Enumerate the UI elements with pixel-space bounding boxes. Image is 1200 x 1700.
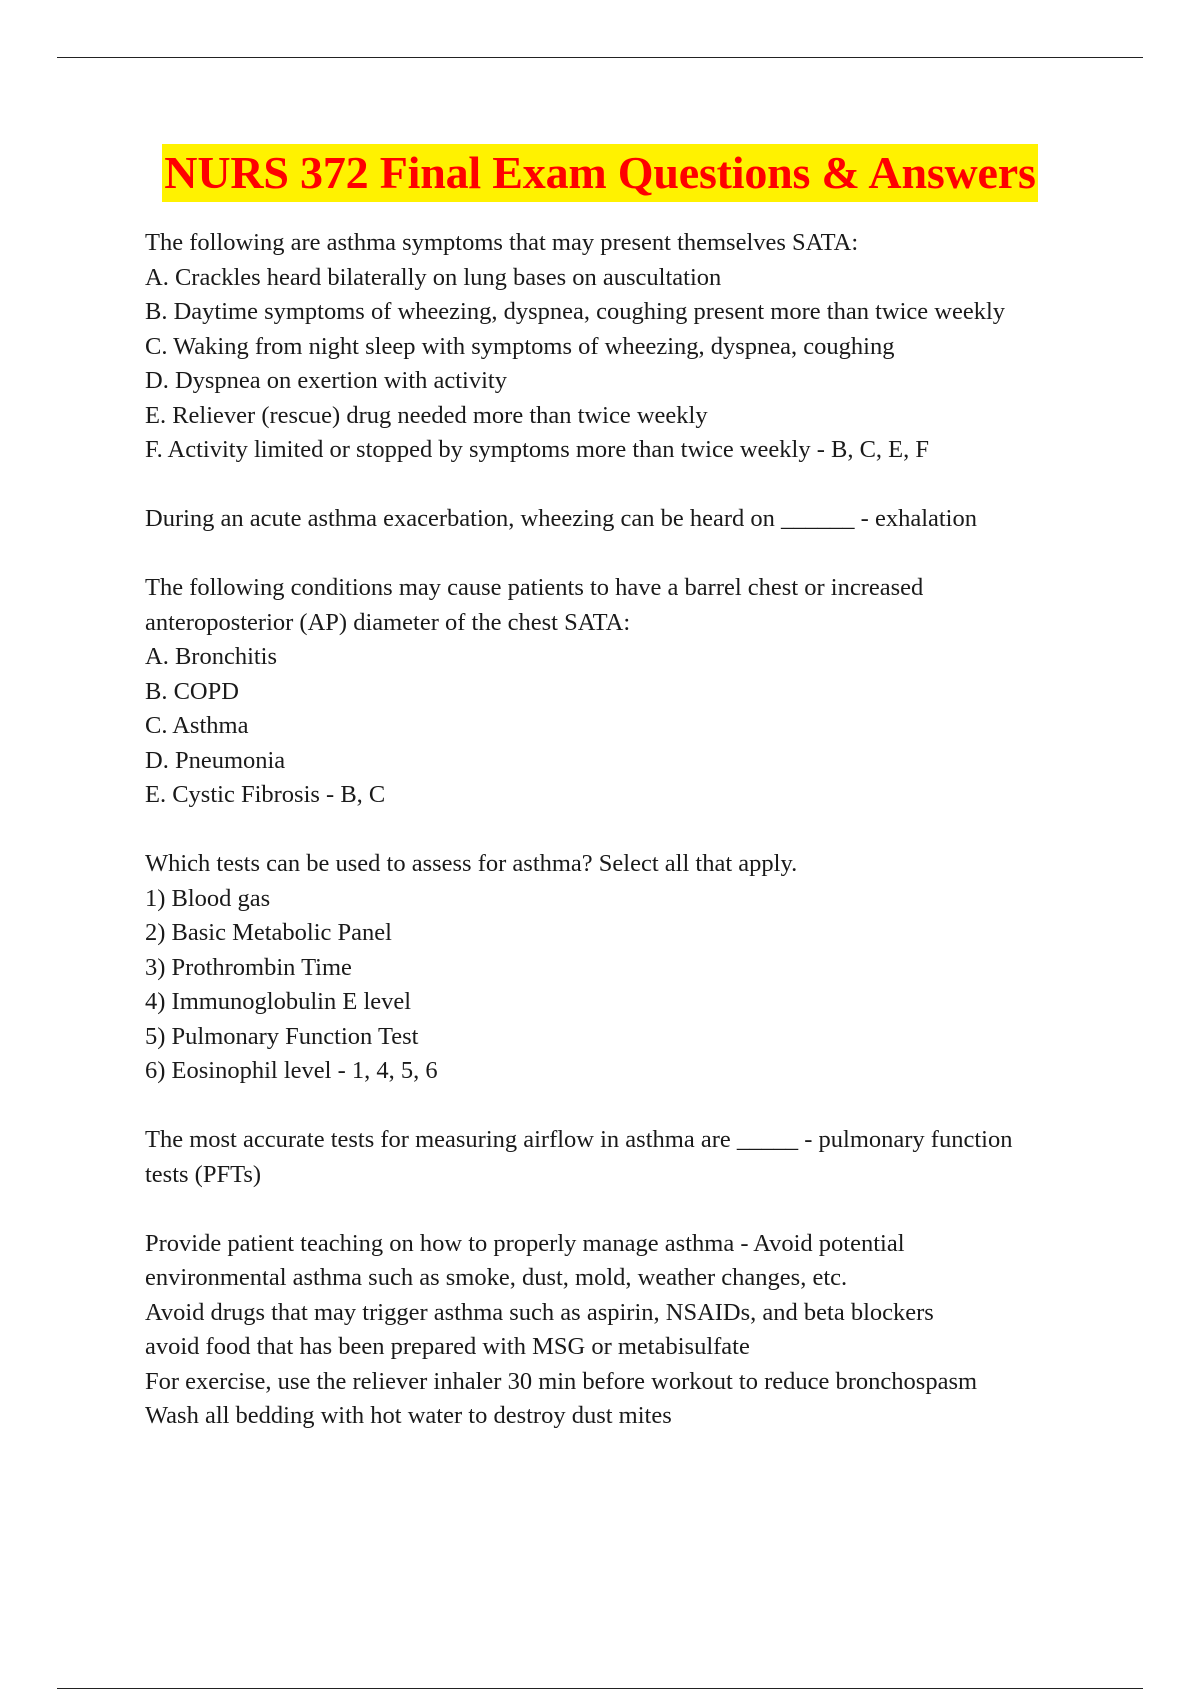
teaching-line: For exercise, use the reliever inhaler 30 min before workout to reduce bronchospasm [145, 1367, 978, 1395]
option-line: A. Bronchitis [145, 643, 278, 670]
option-line: 3) Prothrombin Time [145, 953, 352, 981]
option-line: 5) Pulmonary Function Test [145, 1022, 419, 1050]
option-line: D. Dyspnea on exertion with activity [145, 367, 507, 394]
option-line: E. Reliever (rescue) drug needed more than twice weekly [145, 401, 708, 429]
option-line: B. COPD [145, 677, 239, 705]
question-block-asthma-tests [145, 847, 1085, 1089]
teaching-line: Provide patient teaching on how to properly manage asthma - Avoid potential [145, 1229, 905, 1257]
option-line: A. Crackles heard bilaterally on lung bases on auscultation [145, 263, 722, 291]
option-line: 4) Immunoglobulin E level [145, 988, 412, 1015]
footer-rule [57, 1688, 1143, 1689]
option-line: D. Pneumonia [145, 746, 286, 774]
option-line: C. Waking from night sleep with symptoms of wheezing, dyspnea, coughing [145, 332, 895, 360]
question-answer-line: The most accurate tests for measuring airflow in asthma are _____ - pulmonary function [145, 1126, 1013, 1153]
teaching-line: environmental asthma such as smoke, dust, mold, weather changes, etc. [145, 1264, 848, 1291]
option-line: 2) Basic Metabolic Panel [145, 919, 392, 946]
document-title: NURS 372 Final Exam Questions & Answers [162, 144, 1037, 202]
question-block-wheezing [145, 502, 1085, 537]
document-body [145, 226, 1085, 1468]
title-container [0, 144, 1200, 202]
question-answer-line: During an acute asthma exacerbation, wheezing can be heard on ______ - exhalation [145, 505, 977, 532]
question-line: The following are asthma symptoms that may present themselves SATA: [145, 229, 859, 256]
option-line: 1) Blood gas [145, 884, 271, 912]
teaching-line: Avoid drugs that may trigger asthma such as aspirin, NSAIDs, and beta blockers [145, 1298, 934, 1326]
question-block-airflow-tests [145, 1123, 1085, 1192]
question-block-patient-teaching [145, 1227, 1085, 1434]
option-answer-line: E. Cystic Fibrosis - B, C [145, 781, 386, 808]
option-answer-line: F. Activity limited or stopped by symptoms more than twice weekly - B, C, E, F [145, 436, 930, 463]
question-block-barrel-chest [145, 571, 1085, 813]
teaching-line: avoid food that has been prepared with MSG or metabisulfate [145, 1333, 750, 1360]
question-line: anteroposterior (AP) diameter of the chest SATA: [145, 608, 631, 636]
question-block-asthma-symptoms [145, 226, 1085, 468]
header-rule [57, 57, 1143, 58]
option-answer-line: 6) Eosinophil level - 1, 4, 5, 6 [145, 1057, 438, 1084]
question-line: Which tests can be used to assess for asthma? Select all that apply. [145, 850, 798, 877]
teaching-line: Wash all bedding with hot water to destroy dust mites [145, 1402, 672, 1429]
question-line: The following conditions may cause patients to have a barrel chest or increased [145, 574, 924, 601]
option-line: B. Daytime symptoms of wheezing, dyspnea, coughing present more than twice weekly [145, 298, 1006, 325]
question-answer-line: tests (PFTs) [145, 1160, 262, 1188]
option-line: C. Asthma [145, 712, 249, 739]
